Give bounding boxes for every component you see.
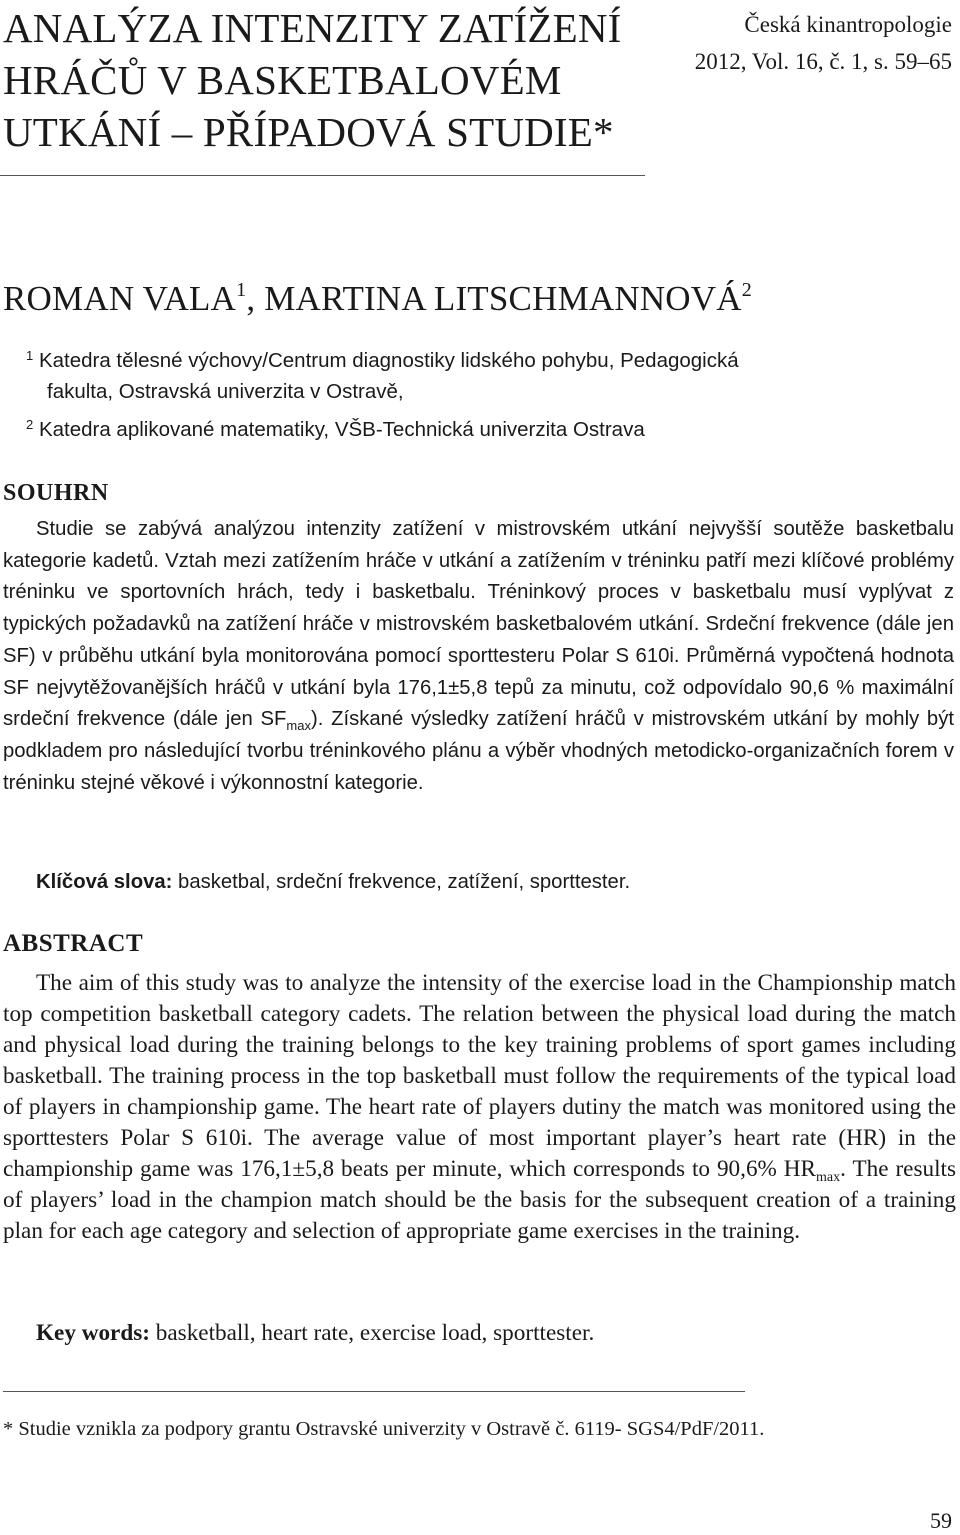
affiliation-2-mark: 2	[26, 417, 34, 432]
author-1-name: ROMAN VALA	[3, 279, 237, 318]
author-separator: ,	[246, 279, 265, 318]
affiliation-1-mark: 1	[26, 348, 34, 363]
souhrn-keywords-list: basketbal, srdeční frekvence, zatížení, sporttester.	[172, 871, 631, 893]
journal-name: Česká kinantropologie	[744, 12, 952, 37]
affiliation-1-line-2: fakulta, Ostravská univerzita v Ostravě,	[47, 380, 404, 403]
souhrn-paragraph	[3, 514, 954, 799]
affiliation-2	[26, 414, 946, 445]
souhrn-subscript: max	[286, 718, 311, 734]
journal-issue: 2012, Vol. 16, č. 1, s. 59–65	[694, 49, 952, 74]
footnote-divider	[3, 1391, 745, 1392]
title-line-1: ANALÝZA INTENZITY ZATÍŽENÍ	[3, 5, 622, 51]
abstract-paragraph	[3, 968, 956, 1247]
title-divider	[0, 175, 645, 176]
souhrn-keywords-label: Klíčová slova:	[36, 871, 173, 893]
souhrn-heading: SOUHRN	[3, 480, 109, 506]
abstract-keywords	[36, 1318, 956, 1349]
page-number: 59	[930, 1508, 952, 1533]
journal-info	[600, 6, 952, 80]
affiliation-1-text: Katedra tělesné výchovy/Centrum diagnostiky lidského pohybu, Pedagogická	[38, 349, 739, 372]
title-line-2: HRÁČŮ V BASKETBALOVÉM	[3, 57, 562, 103]
author-line	[3, 276, 903, 322]
souhrn-text-2: ). Získané výsledky zatížení hráčů v mistrovském utkání by mohly být podkladem pro následující tvorbu tréninkového plánu a výběr vhodných metodicko-organizačních forem v tréninku stejné věkové i výkonnostní kategorie.	[3, 708, 954, 794]
abstract-text-1: The aim of this study was to analyze the intensity of the exercise load in the Championship match top competition basketball category cadets. The relation between the physical load during the match and physical load during the training belongs to the key training problems of sport games including basketball. The training process in the top basketball must follow the requirements of the typical load of players in championship game. The heart rate of players dutiny the match was monitored using the sporttesters Polar S 610i. The average value of most important player’s heart rate (HR) in the championship game was 176,1±5,8 beats per minute, which corresponds to 90,6% HR	[3, 970, 956, 1182]
souhrn-keywords	[36, 867, 956, 899]
abstract-keywords-list: basketball, heart rate, exercise load, sporttester.	[150, 1320, 595, 1346]
footnote: * Studie vznikla za podpory grantu Ostravské univerzity v Ostravě č. 6119- SGS4/PdF/2011.	[3, 1418, 765, 1440]
title-line-3: UTKÁNÍ – PŘÍPADOVÁ STUDIE*	[3, 109, 614, 155]
author-2-name: MARTINA LITSCHMANNOVÁ	[264, 279, 742, 318]
author-1-mark: 1	[236, 279, 247, 301]
abstract-keywords-label: Key words:	[36, 1320, 150, 1346]
affiliation-2-text: Katedra aplikované matematiky, VŠB-Technická univerzita Ostrava	[38, 418, 645, 441]
abstract-subscript: max	[816, 1170, 841, 1185]
affiliation-1	[26, 345, 946, 407]
souhrn-text-1: Studie se zabývá analýzou intenzity zatížení v mistrovském utkání nejvyšší soutěže basketbalu kategorie kadetů. Vztah mezi zatížením hráče v utkání a zatížením v tréninku patří mezi klíčové problémy tréninku ve sportovních hrách, tedy i basketbalu. Tréninkový proces v basketbalu musí vyplývat z typických požadavků na zatížení hráče v mistrovském basketbalovém utkání. Srdeční frekvence (dále jen SF) v průběhu utkání byla monitorována pomocí sporttesteru Polar S 610i. Průměrná vypočtená hodnota SF nejvytěžovanějších hráčů v utkání byla 176,1±5,8 tepů za minutu, což odpovídalo 90,6 % maximální srdeční frekvence (dále jen SF	[3, 518, 954, 731]
article-title	[3, 2, 683, 158]
abstract-text-2: . The results of players’ load in the champion match should be the basis for the subsequent creation of a training plan for each age category and selection of appropriate game exercises in the training.	[3, 1156, 956, 1244]
affiliation-1-line-1	[26, 345, 946, 376]
author-2-mark: 2	[741, 279, 752, 301]
abstract-heading: ABSTRACT	[3, 930, 144, 957]
